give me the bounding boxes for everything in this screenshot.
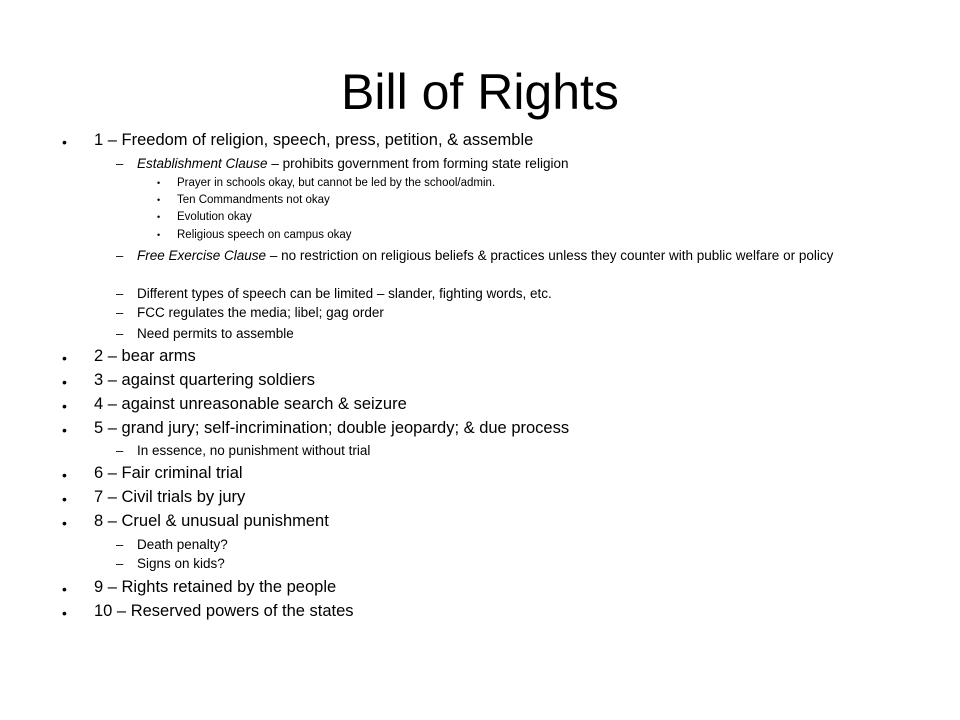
list-item-text: 8 – Cruel & unusual punishment xyxy=(94,512,329,530)
list-item-text: In essence, no punishment without trial xyxy=(137,443,371,458)
bullet-icon: • xyxy=(62,422,67,438)
clause-name: Establishment Clause xyxy=(137,156,268,171)
bullet-icon: • xyxy=(157,230,161,240)
bullet-icon: • xyxy=(62,605,67,621)
list-item-text: Signs on kids? xyxy=(137,556,225,571)
list-item-text: FCC regulates the media; libel; gag order xyxy=(137,305,384,320)
list-item-text: Different types of speech can be limited – slander, fighting words, etc. xyxy=(137,286,552,301)
bullet-icon: • xyxy=(62,515,67,531)
bullet-icon: • xyxy=(157,195,161,205)
dash-icon: – xyxy=(116,326,124,341)
dash-icon: – xyxy=(116,443,124,458)
list-item-text: Religious speech on campus okay xyxy=(177,229,352,241)
dash-icon: – xyxy=(116,248,124,263)
dash-icon: – xyxy=(116,286,124,301)
list-item-text: 7 – Civil trials by jury xyxy=(94,488,246,506)
list-item-text: 5 – grand jury; self-incrimination; double jeopardy; & due process xyxy=(94,419,570,437)
dash-icon: – xyxy=(116,556,124,571)
bullet-icon: • xyxy=(62,467,67,483)
bullet-icon: • xyxy=(62,134,67,150)
list-item-text: Death penalty? xyxy=(137,537,228,552)
list-item-text: 2 – bear arms xyxy=(94,347,196,365)
list-item-text: Ten Commandments not okay xyxy=(177,194,330,206)
bullet-icon: • xyxy=(157,178,161,188)
list-item-text: 6 – Fair criminal trial xyxy=(94,464,243,482)
bullet-list xyxy=(0,128,960,720)
list-item-text: 3 – against quartering soldiers xyxy=(94,371,316,389)
dash-icon: – xyxy=(116,305,124,320)
bullet-icon: • xyxy=(62,398,67,414)
slide-title: Bill of Rights xyxy=(341,64,619,120)
clause-description: – no restriction on religious beliefs & practices unless they counter with public welfare or policy xyxy=(266,248,834,263)
bullet-icon: • xyxy=(62,491,67,507)
bullet-icon: • xyxy=(62,374,67,390)
list-item-text: 9 – Rights retained by the people xyxy=(94,578,337,596)
bullet-icon: • xyxy=(62,581,67,597)
bullet-icon: • xyxy=(62,350,67,366)
bullet-icon: • xyxy=(157,212,161,222)
list-item-text: 4 – against unreasonable search & seizure xyxy=(94,395,407,413)
list-item-text: Evolution okay xyxy=(177,211,252,223)
list-item-text: 10 – Reserved powers of the states xyxy=(94,602,354,620)
list-item-text: Need permits to assemble xyxy=(137,326,294,341)
clause-description: – prohibits government from forming state religion xyxy=(267,156,569,171)
dash-icon: – xyxy=(116,537,124,552)
list-item-text xyxy=(137,247,889,264)
list-item-text: 1 – Freedom of religion, speech, press, petition, & assemble xyxy=(94,131,534,149)
clause-name: Free Exercise Clause xyxy=(137,248,267,263)
list-item-text xyxy=(137,155,568,172)
dash-icon: – xyxy=(116,156,124,171)
list-item-text: Prayer in schools okay, but cannot be led by the school/admin. xyxy=(177,177,496,189)
